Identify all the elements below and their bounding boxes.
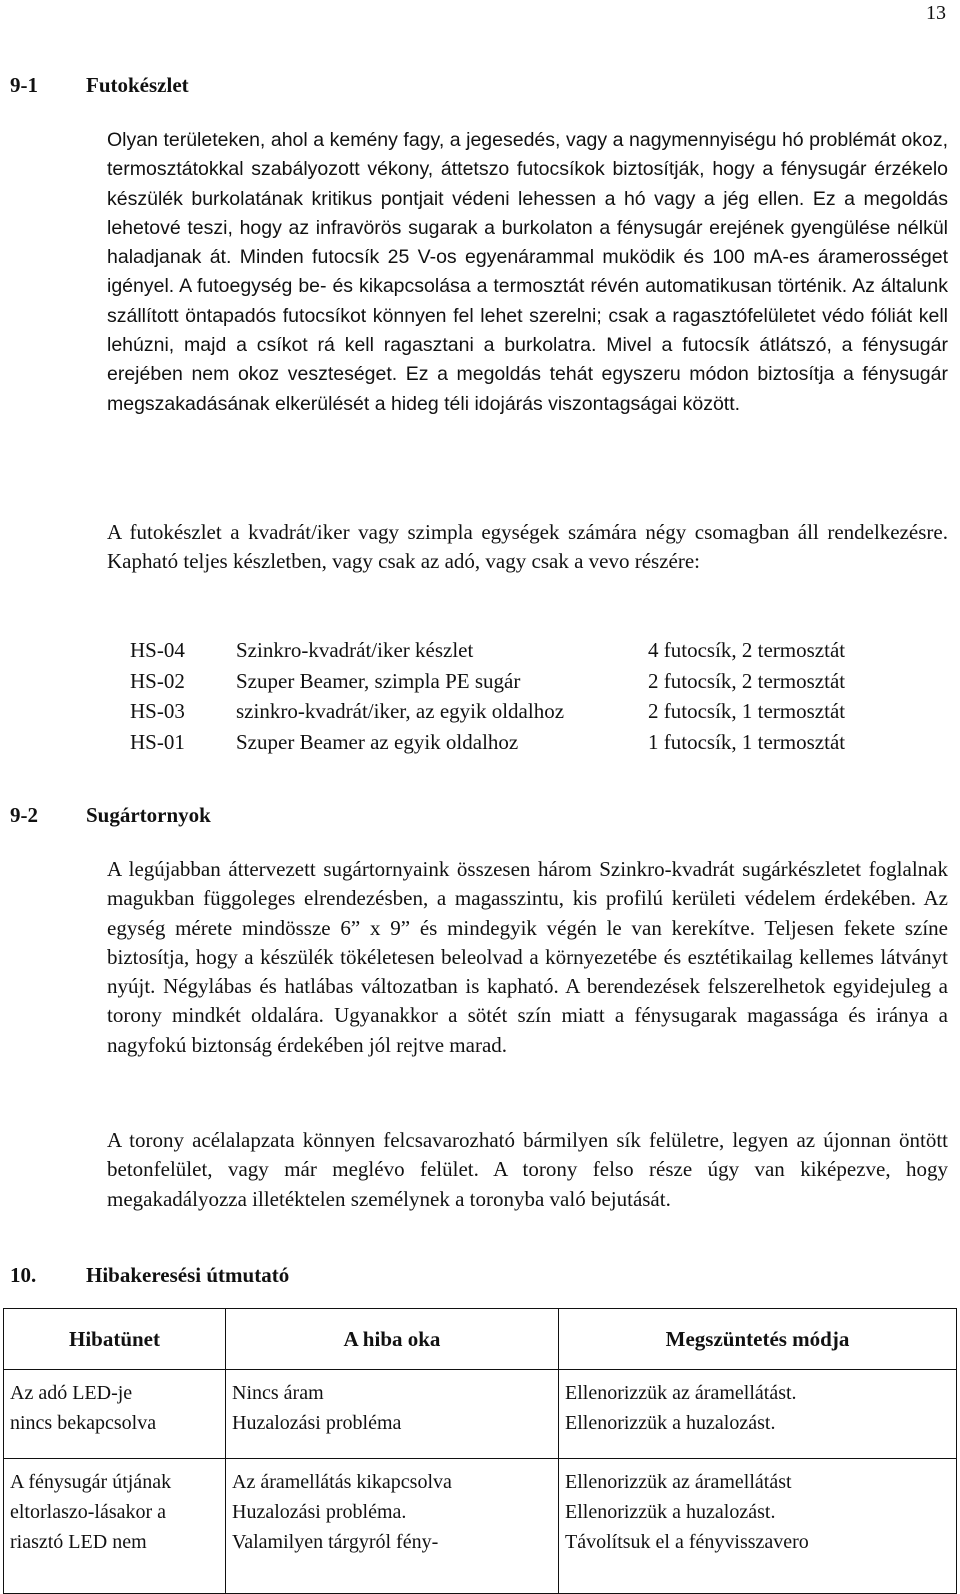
page-number: 13 [926,2,946,24]
cell-line: Távolítsuk el a fényvisszavero [565,1531,809,1553]
remedy-cell [559,1459,957,1594]
section-heading-9-1 [10,73,189,98]
section-title: Hibakeresési útmutató [86,1263,290,1287]
cause-cell [226,1370,559,1459]
remedy-cell [559,1370,957,1459]
column-header-cause: A hiba oka [226,1309,559,1370]
table-row [4,1459,957,1594]
section-number: 9-1 [10,73,38,97]
cell-line: Huzalozási probléma [232,1412,402,1434]
cell-line: eltorlaszo-lásakor a [10,1501,167,1523]
cell-line: Ellenorizzük a huzalozást. [565,1501,776,1523]
section-heading-9-2 [10,803,211,828]
section-number: 10. [10,1263,37,1287]
column-header-symptom: Hibatünet [4,1309,226,1370]
symptom-cell [4,1459,226,1594]
product-code: HS-02 [130,668,185,693]
product-name: Szuper Beamer, szimpla PE sugár [236,668,521,693]
product-name: Szuper Beamer az egyik oldalhoz [236,729,519,754]
section-title: Futokészlet [86,73,189,97]
cell-line: Az áramellátás kikapcsolva [232,1471,452,1493]
product-row [130,669,845,700]
product-contents: 4 futocsík, 2 termosztát [648,638,846,662]
product-contents: 2 futocsík, 2 termosztát [648,668,846,693]
section-number: 9-2 [10,803,38,827]
table-row [4,1370,957,1459]
cause-cell [226,1459,559,1594]
paragraph-heating-kit-availability: A futokészlet a kvadrát/iker vagy szimpla egységek számára négy csomagban áll rendelkezésre. Kapható teljes készletben, vagy csak az adó, vagy csak a vevo részére: [107,520,948,574]
symptom-cell [4,1370,226,1459]
paragraph-heating-kit-description: Olyan területeken, ahol a kemény fagy, a jegesedés, vagy a nagymennyiségu hó problémát okoz, termosztátokkal szabályozott vékony, áttetszo futocsíkok biztosítják, hogy a fénysugár érzékelo készülék burkolatának kritikus pontjait védeni lehessen a hó vagy a jég ellen. Ez a megoldás lehetové teszi, hogy az infravörös sugarak a burkolaton a fénysugár erejének gyengülése nélkül haladjanak át. Minden futocsík 25 V-os egyenárammal muködik és 100 mA-es áramerosséget igényel. A futoegység be- és kikapcsolása a termosztát révén automatikusan történik. Az általunk szállított öntapadós futocsíkot könnyen fel lehet szerelni; csak a ragasztófelületet védo fóliát kell lehúzni, majd a csíkot rá kell ragasztani a burkolatra. Mivel a futocsík átlátszó, a fénysugár erejében nem okoz veszteséget. Ez a megoldás tehát egyszeru módon biztosítja a fénysugár megszakadásának elkerülését a hideg téli idojárás viszontagságai között. [107,129,948,415]
cell-line: Ellenorizzük az áramellátást. [565,1382,797,1404]
cell-line: Nincs áram [232,1382,324,1404]
section-title: Sugártornyok [86,803,211,827]
column-header-remedy: Megszüntetés módja [559,1309,957,1370]
product-row [130,699,845,730]
cell-line: riasztó LED nem [10,1531,147,1553]
cell-line: Ellenorizzük a huzalozást. [565,1412,776,1434]
paragraph-beam-tower-base: A torony acélalapzata könnyen felcsavarozható bármilyen sík felületre, legyen az újonnan öntött betonfelület, vagy már meglévo felület. A torony felso része úgy van kiképezve, hogy megakadályozza illetéktelen személynek a toronyba való bejutását. [107,1128,948,1211]
product-list [130,638,845,760]
cell-line: Huzalozási probléma. [232,1501,407,1523]
product-row [130,730,845,761]
cell-line: Az adó LED-je [10,1382,133,1404]
cell-line: nincs bekapcsolva [10,1412,157,1434]
product-name: Szinkro-kvadrát/iker készlet [236,638,474,662]
product-row [130,638,845,669]
cell-line: A fénysugár útjának [10,1471,172,1493]
table-header-row [4,1309,957,1370]
paragraph-beam-tower-description: A legújabban áttervezett sugártornyaink összesen három Szinkro-kvadrát sugárkészletet foglalnak magukban függoleges elrendezésben, a magasszintu, kis profilú kerületi védelem érdekében. Az egység mérete mindössze 6” x 9” és mindegyik végén le van kerekítve. Teljesen fekete színe biztosítja, hogy a készülék tökéletesen beleolvad a környezetébe és esztétikailag kellemes látványt nyújt. Négylábas és hatlábas változatban is kapható. A berendezések felszerelhetok egyidejuleg a torony mindkét oldalára. Ugyanakkor a sötét szín miatt a fénysugarak magassága és iránya a nagyfokú biztonság érdekében jól rejtve marad. [107,857,948,1057]
product-name: szinkro-kvadrát/iker, az egyik oldalhoz [236,699,565,723]
product-contents: 2 futocsík, 1 termosztát [648,699,846,723]
troubleshooting-table [3,1308,957,1594]
product-code: HS-03 [130,699,185,723]
cell-line: Valamilyen tárgyról fény- [232,1531,439,1553]
section-heading-10 [10,1263,289,1288]
product-contents: 1 futocsík, 1 termosztát [648,729,846,754]
product-code: HS-01 [130,729,185,754]
product-code: HS-04 [130,638,185,662]
cell-line: Ellenorizzük az áramellátást [565,1471,792,1493]
